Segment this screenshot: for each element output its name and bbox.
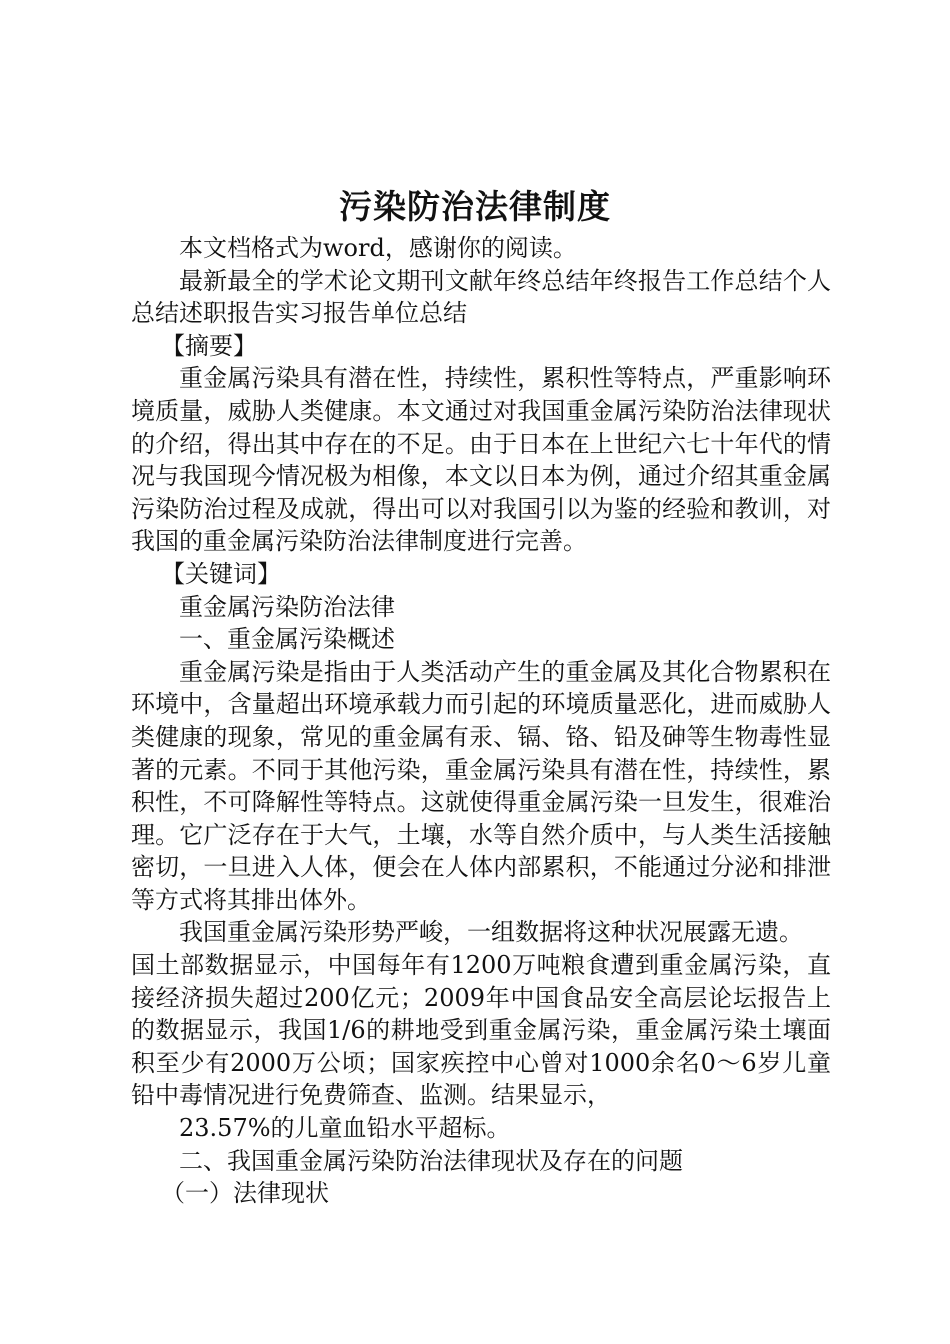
promo-paragraph: 最新最全的学术论文期刊文献年终总结年终报告工作总结个人总结述职报告实习报告单位总结 [131, 266, 831, 328]
blood-lead-statistic: 23.57%的儿童血铅水平超标。 [179, 1114, 511, 1143]
section-heading-2: 二、我国重金属污染防治法律现状及存在的问题 [179, 1146, 683, 1175]
section-1-paragraph: 重金属污染是指由于人类活动产生的重金属及其化合物累积在环境中，含量超出环境承载力而引起的环境质量恶化，进而威胁人类健康的现象，常见的重金属有汞、镉、铬、铅及砷等生物毒性显著的元素。不同于其他污染，重金属污染具有潜在性，持续性，累积性，不可降解性等特点。这就使得重金属污染一旦发生，很难治理。它广泛存在于大气，土壤，水等自然介质中，与人类生活接触密切，一旦进入人体，便会在人体内部累积，不能通过分泌和排泄等方式将其排出体外。 [131, 657, 831, 914]
abstract-heading: 【摘要】 [161, 331, 257, 360]
document-body [131, 232, 831, 1210]
section-heading-1: 一、重金属污染概述 [179, 625, 395, 654]
keywords-heading: 【关键词】 [161, 559, 281, 588]
data-paragraph-first-line: 我国重金属污染形势严峻，一组数据将这种状况展露无遗。 [179, 918, 803, 947]
data-paragraph-rest: 国土部数据显示，中国每年有1200万吨粮食遭到重金属污染，直接经济损失超过200亿元；2009年中国食品安全高层论坛报告上的数据显示，我国1/6的耕地受到重金属污染，重金属污染土壤面积至少有2000万公顷；国家疾控中心曾对1000余名0～6岁儿童铅中毒情况进行免费筛查、监测。结果显示， [131, 951, 831, 1110]
subsection-heading-1: （一）法律现状 [161, 1179, 329, 1208]
document-title: 污染防治法律制度 [339, 187, 611, 226]
keywords-text: 重金属污染防治法律 [179, 592, 395, 621]
format-note: 本文档格式为word，感谢你的阅读。 [179, 234, 577, 262]
abstract-paragraph: 重金属污染具有潜在性，持续性，累积性等特点，严重影响环境质量，威胁人类健康。本文通过对我国重金属污染防治法律现状的介绍，得出其中存在的不足。由于日本在上世纪六七十年代的情况与我国现今情况极为相像，本文以日本为例，通过介绍其重金属污染防治过程及成就，得出可以对我国引以为鉴的经验和教训，对我国的重金属污染防治法律制度进行完善。 [131, 364, 831, 556]
